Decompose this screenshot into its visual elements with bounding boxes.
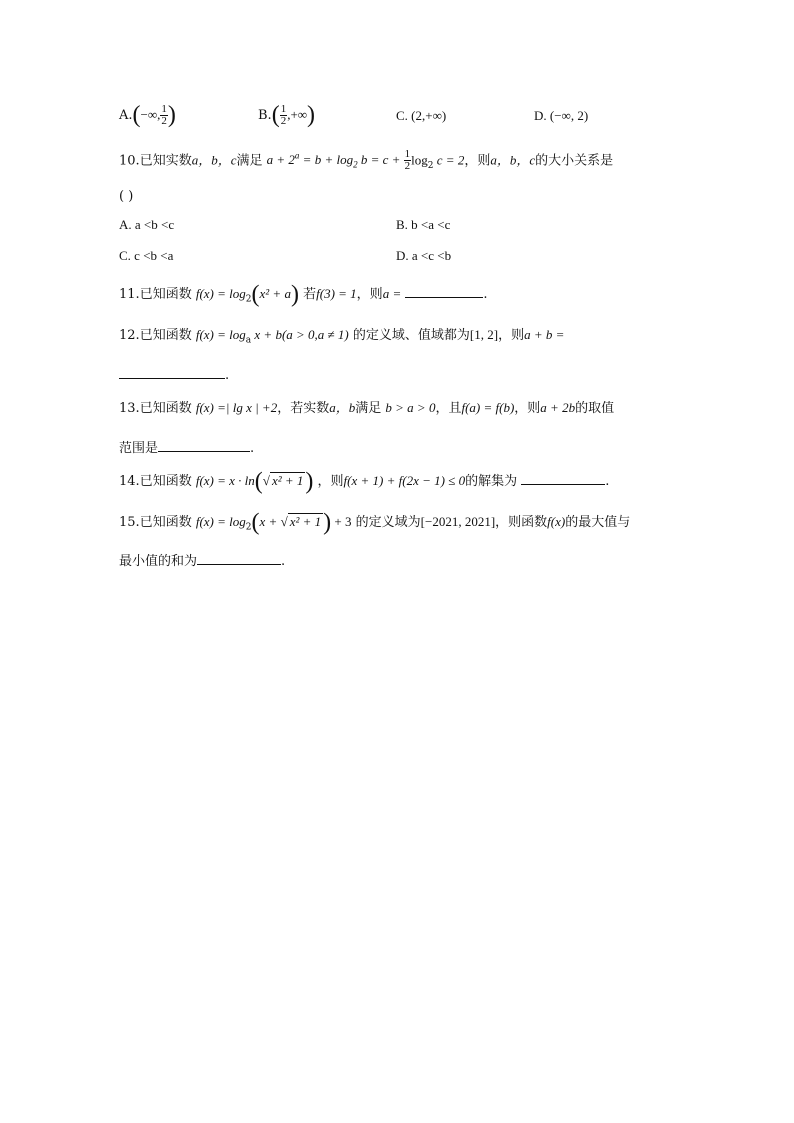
q12-answer-blank — [119, 364, 225, 379]
question-10: 10.已知实数a，b，c满足 $a + 2^a = b + \log_2 b = c$ + $\frac{1}{2}$ $\log_2 c = 2$，则a，b，c的大小关系是 — [119, 148, 614, 173]
question-10-paren: ( ) — [119, 189, 134, 204]
q11-answer-blank — [405, 283, 483, 298]
q9-option-a: A.(−∞, $\frac{1}{2}$ ) — [119, 102, 176, 128]
q9-option-c: C. (2,+∞) — [396, 108, 447, 123]
question-15-line2: 最小值的和为 . — [119, 550, 285, 572]
question-14: 14.已知函数 f(x) = x · ln(√ x² + 1) ，则f(x + 1) + f(2x − 1) ≤ 0的解集为 . — [119, 468, 610, 495]
question-11: 11.已知函数 $f(x) = \log_2(x^2 + a)$ 若f(3) = 1，则a = . — [119, 281, 488, 308]
q9-option-d: D. (−∞, 2) — [534, 108, 589, 123]
q10-option-c: C. c <b <a — [119, 248, 174, 263]
q13-answer-blank — [158, 437, 250, 452]
q10-option-b: B. b <a <c — [396, 217, 451, 232]
question-13: 13.已知函数 f(x) =| lg x | +2，若实数a，b满足 b > a > 0，且f(a) = f(b)，则a + 2b的取值 — [119, 400, 615, 416]
question-13-line2: 范围是 . — [119, 437, 254, 459]
q10-option-a: A. a <b <c — [119, 217, 175, 232]
question-12: 12.已知函数 $f(x) = \log_a x + b(a > 0,a \ne 1)$ 的定义域、值域都为[1, 2]，则a + b = — [119, 327, 565, 346]
q9-option-b: B.( $\frac{1}{2}$ ,+∞) — [258, 102, 316, 128]
question-12-line2: . — [119, 364, 229, 386]
q15-answer-blank — [197, 550, 281, 565]
q10-option-d: D. a <c <b — [396, 248, 452, 263]
question-15: 15.已知函数 $f(x) = \log_2(x$ + √ x² + 1) + 3 的定义域为[−2021, 2021]，则函数f(x)的最大值与 — [119, 509, 631, 536]
q14-answer-blank — [521, 470, 605, 485]
